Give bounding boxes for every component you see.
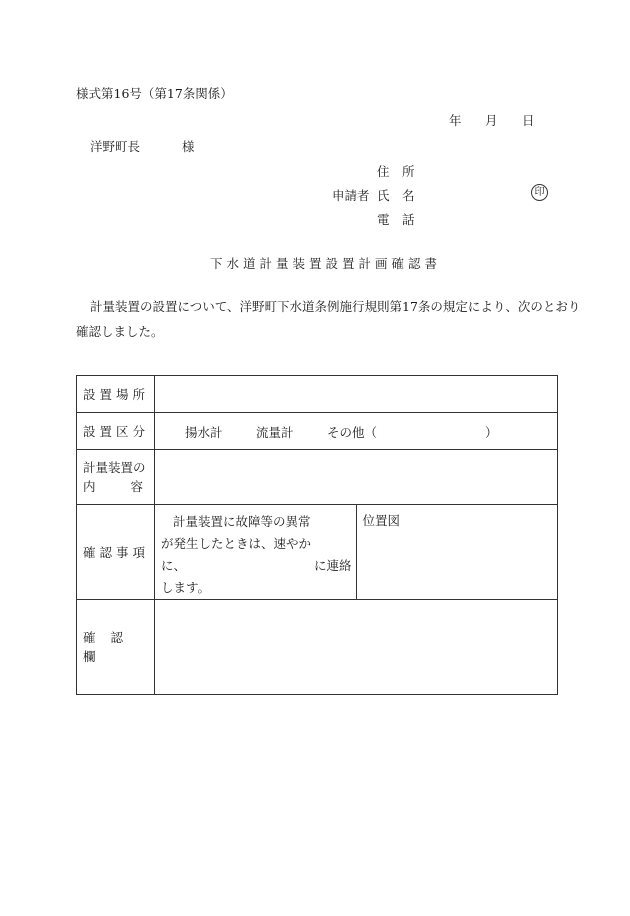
install-category-field[interactable] bbox=[155, 413, 558, 450]
confirmation-notice: 計量装置に故障等の異常 が発生したときは、速やか に、 に連絡 します。 bbox=[155, 505, 357, 600]
option-other[interactable]: その他（ bbox=[327, 425, 378, 440]
row-device-contents bbox=[77, 450, 558, 505]
address-label: 住 所 bbox=[377, 164, 415, 179]
row-install-category bbox=[77, 413, 558, 450]
install-location-field[interactable] bbox=[155, 376, 558, 413]
confirmation-stamp-label: 確認欄 bbox=[77, 600, 155, 695]
option-other-close: ） bbox=[485, 425, 498, 440]
device-contents-label: 計量装置の 内 容 bbox=[77, 450, 155, 505]
addressee: 洋野町長 bbox=[90, 139, 141, 154]
date-month-label: 月 bbox=[485, 113, 498, 128]
row-confirmation-items bbox=[77, 505, 558, 600]
location-map-field[interactable] bbox=[356, 505, 558, 600]
date-day-label: 日 bbox=[522, 113, 535, 128]
option-pumping-meter[interactable]: 揚水計 bbox=[185, 425, 223, 440]
form-number: 様式第16号（第17条関係） bbox=[76, 86, 233, 101]
addressee-suffix: 様 bbox=[182, 139, 195, 154]
device-contents-field[interactable] bbox=[155, 450, 558, 505]
body-text-line2: 確認しました。 bbox=[76, 324, 164, 339]
applicant-role-label: 申請者 bbox=[332, 188, 370, 203]
location-map-label: 位置図 bbox=[362, 513, 401, 528]
document-title: 下水道計量装置設置計画確認書 bbox=[210, 256, 442, 271]
row-install-location bbox=[77, 376, 558, 413]
seal-mark: 印 bbox=[531, 184, 548, 201]
confirmation-stamp-field[interactable] bbox=[155, 600, 558, 695]
phone-label: 電 話 bbox=[377, 212, 415, 227]
install-category-label: 設置区分 bbox=[77, 413, 155, 450]
confirmation-table bbox=[76, 375, 558, 695]
date-year-label: 年 bbox=[449, 113, 462, 128]
body-text-line1: 計量装置の設置について、洋野町下水道条例施行規則第17条の規定により、次のとおり bbox=[90, 299, 581, 314]
install-location-label: 設置場所 bbox=[77, 376, 155, 413]
name-label: 氏 名 bbox=[377, 188, 415, 203]
option-flow-meter[interactable]: 流量計 bbox=[256, 425, 294, 440]
row-confirmation-stamp bbox=[77, 600, 558, 695]
confirmation-items-label: 確認事項 bbox=[77, 505, 155, 600]
